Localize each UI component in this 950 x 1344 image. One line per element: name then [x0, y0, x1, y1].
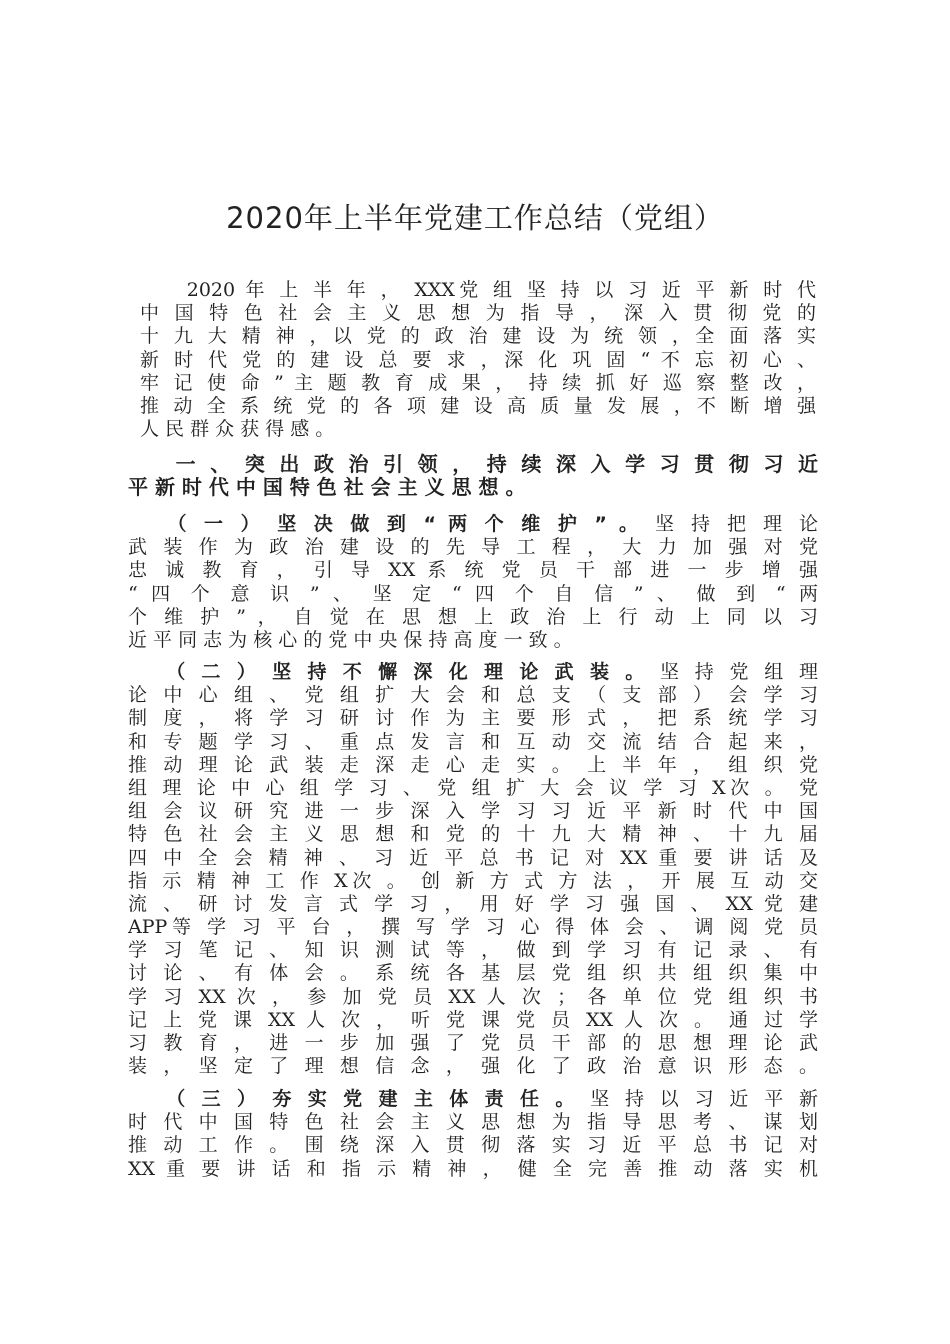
text-line: 个 维 护 ” ， 自 觉 在 思 想 上 政 治 上 行 动 上 同 以 习 — [128, 605, 818, 628]
subsection-1-paragraph — [128, 513, 818, 652]
text-line: 新 时 代 党 的 建 设 总 要 求 ，深 化 巩 固 “ 不 忘 初 心 、 — [140, 348, 816, 371]
text-line: 和 专 题 学 习 、 重 点 发 言 和 互 动 交 流 结 合 起 来 ， — [128, 730, 818, 753]
subsection-2-paragraph — [128, 661, 818, 1078]
subsection-heading: （ 二 ） 坚 持 不 懈 深 化 理 论 武 装 。 — [175, 661, 650, 683]
text-line: 时 代 中 国 特 色 社 会 主 义 思 想 为 指 导 思 考 、 谋 划 — [128, 1111, 818, 1134]
text-line: 忠 诚 教 育 ， 引 导 XX 系 统 党 员 干 部 进 一 步 增 强 — [128, 559, 818, 582]
text-line: 武 装 作 为 政 治 建 设 的 先 导 工 程 ， 大 力 加 强 对 党 — [128, 536, 818, 559]
text-line: 习 教 育 ， 进 一 步 加 强 了 党 员 干 部 的 思 想 理 论 武 — [128, 1032, 818, 1054]
subsection-heading: （ 一 ） 坚 决 做 到 “ 两 个 维 护 ” 。 — [176, 513, 644, 535]
text-line: 推 动 理 论 武 装 走 深 走 心 走 实 。 上 半 年 ， 组 织 党 — [128, 753, 818, 776]
text-line — [128, 661, 818, 684]
text-line: 特 色 社 会 主 义 思 想 和 党 的 十 九 大 精 神 、 十 九 届 — [128, 823, 818, 846]
text-line — [128, 1088, 818, 1111]
section-heading-1 — [128, 453, 818, 499]
text-line: 十 九 大 精 神 ，以 党 的 政 治 建 设 为 统 领 ，全 面 落 实 — [140, 325, 816, 348]
heading-line: 平 新 时 代 中 国 特 色 社 会 主 义 思 想 。 — [128, 476, 526, 500]
text-line: 中 国 特 色 社 会 主 义 思 想 为 指 导 ， 深 入 贯 彻 党 的 — [140, 302, 816, 325]
text-line: 牢 记 使 命 ” 主 题 教 育 成 果 ， 持 续 抓 好 巡 察 整 改 ， — [140, 371, 816, 394]
text-line: 组 会 议 研 究 进 一 步 深 入 学 习 习 近 平 新 时 代 中 国 — [128, 800, 818, 823]
subsection-3-paragraph — [128, 1088, 818, 1181]
text-line: 近 平 同 志 为 核 心 的 党 中 央 保 持 高 度 一 致 。 — [128, 628, 573, 651]
text-line: 2020 年 上 半 年 ， XXX党 组 坚 持 以 习 近 平 新 时 代 — [140, 279, 816, 301]
text-line: 学 习 笔 记 、 知 识 测 试 等 ， 做 到 学 习 有 记 录 、 有 — [128, 939, 818, 962]
text-line: 推 动 工 作 。 围 绕 深 入 贯 彻 落 实 习 近 平 总 书 记 对 — [128, 1134, 818, 1157]
text-line: 装 ， 坚 定 了 理 想 信 念 ， 强 化 了 政 治 意 识 形 态 。 — [128, 1055, 818, 1078]
text-line: “ 四 个 意 识 ” 、 坚 定 “ 四 个 自 信 ” 、 做 到 “ 两 — [128, 582, 818, 605]
heading-line: 一 、 突 出 政 治 引 领 ， 持 续 深 入 学 习 贯 彻 习 近 — [128, 453, 818, 476]
text-line: 人 民 群 众 获 得 感 。 — [140, 418, 335, 441]
text-line — [128, 513, 818, 536]
text-line: 讨 论 、 有 体 会 。 系 统 各 基 层 党 组 织 共 组 织 集 中 — [128, 962, 818, 985]
text-line: 推 动 全 系 统 党 的 各 项 建 设 高 质 量 发 展 ，不 断 增 强 — [140, 394, 816, 417]
text-line: XX 重 要 讲 话 和 指 示 精 神 ， 健 全 完 善 推 动 落 实 机 — [128, 1157, 818, 1180]
text-fragment: 坚 持 党 组 理 — [649, 661, 818, 683]
text-line: 组 理 论 中 心 组 学 习 、 党 组 扩 大 会 议 学 习 X次 。 党 — [128, 776, 818, 799]
text-fragment: 坚 持 把 理 论 — [643, 513, 818, 535]
text-line: 制 度 ， 将 学 习 研 讨 作 为 主 要 形 式 ， 把 系 统 学 习 — [128, 707, 818, 730]
text-line: 论 中 心 组 、 党 组 扩 大 会 和 总 支 （ 支 部 ） 会 学 习 — [128, 684, 818, 707]
text-line: 学 习 XX 次 ， 参 加 党 员 XX 人 次 ； 各 单 位 党 组 织 书 — [128, 985, 818, 1008]
text-line: 指 示 精 神 工 作 X次 。 创 新 方 式 方 法 ， 开 展 互 动 交 — [128, 869, 818, 892]
text-line: 记 上 党 课 XX 人 次 ， 听 党 课 党 员 XX 人 次 。 通 过 学 — [128, 1008, 818, 1031]
intro-paragraph — [140, 279, 816, 441]
text-fragment: 坚 持 以 习 近 平 新 — [579, 1088, 818, 1110]
subsection-heading: （ 三 ） 夯 实 党 建 主 体 责 任 。 — [175, 1088, 580, 1110]
document-title: 2020年上半年党建工作总结（党组） — [226, 201, 724, 235]
text-line: APP等 学 习 平 台 ， 撰 写 学 习 心 得 体 会 、 调 阅 党 员 — [128, 916, 818, 939]
text-line: 流 、 研 讨 发 言 式 学 习 ， 用 好 学 习 强 国 、 XX 党 建 — [128, 892, 818, 915]
text-line: 四 中 全 会 精 神 、 习 近 平 总 书 记 对 XX 重 要 讲 话 及 — [128, 846, 818, 869]
